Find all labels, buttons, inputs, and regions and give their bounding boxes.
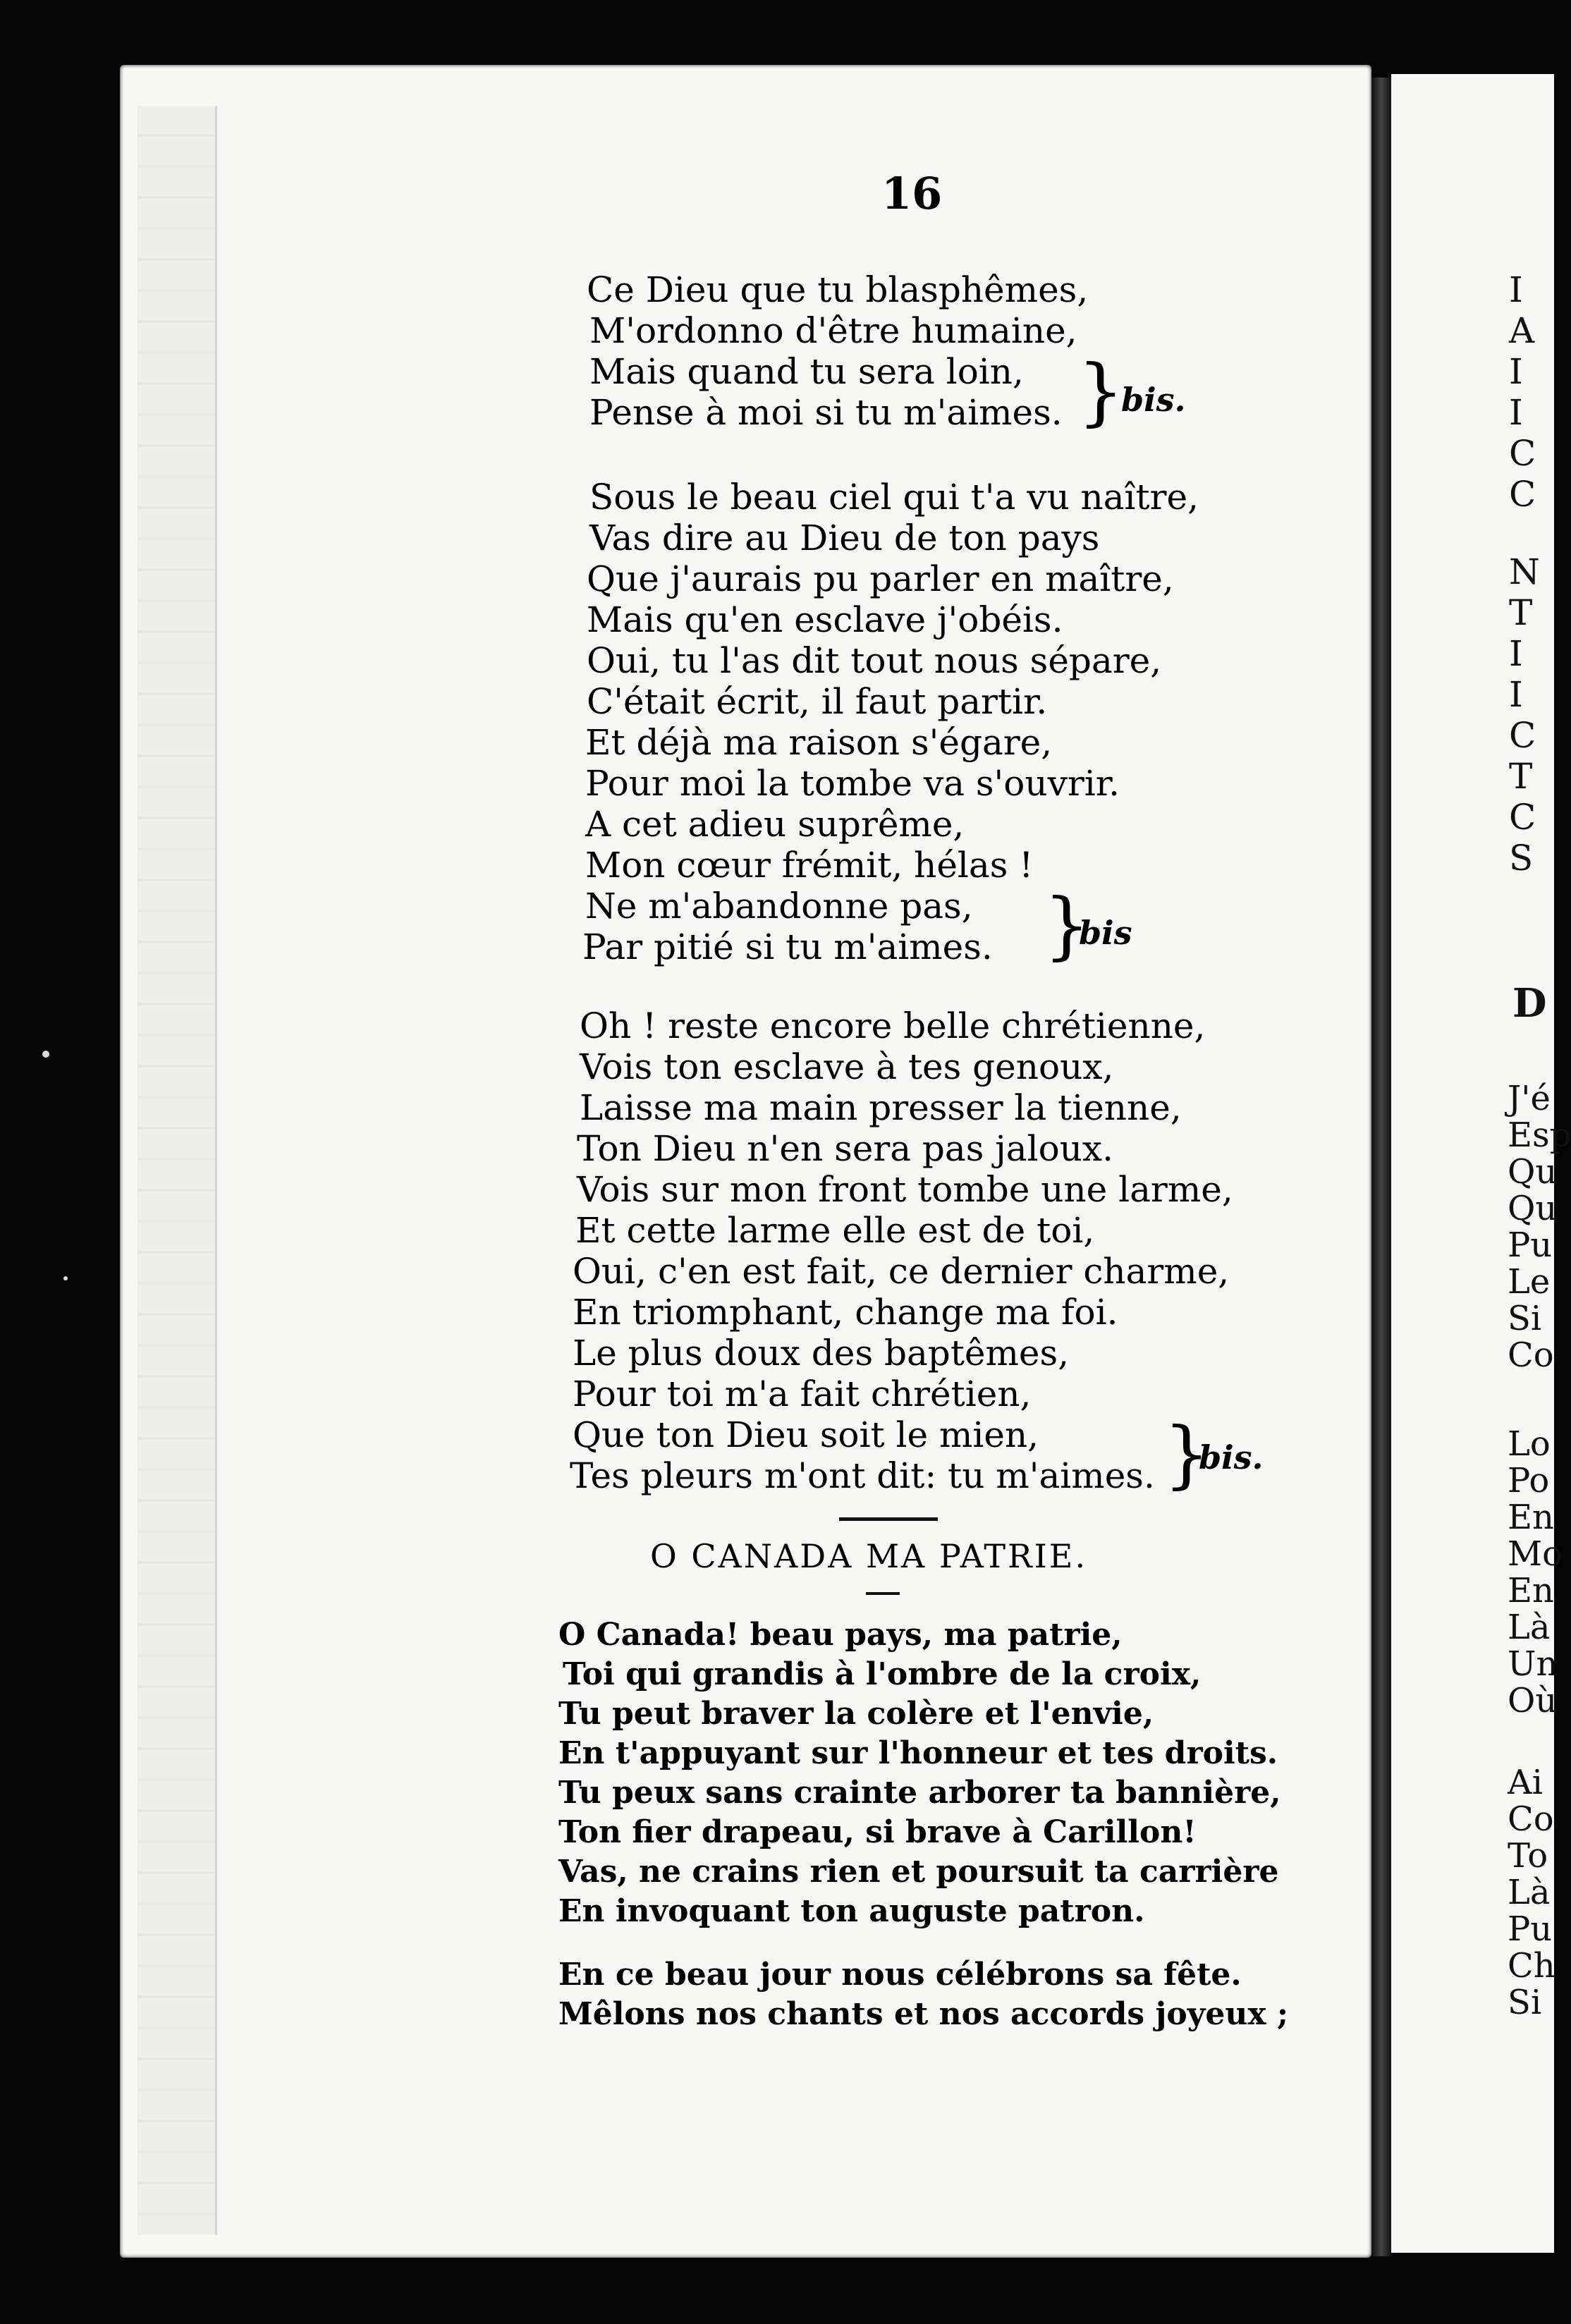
verse-line: Tu peux sans crainte arborer ta bannière,: [558, 1775, 1281, 1811]
verse-line: Mon cœur frémit, hélas !: [585, 845, 1034, 886]
fragment-word: Ch: [1508, 1946, 1555, 1986]
verse-line: Vois sur mon front tombe une larme,: [577, 1169, 1233, 1210]
verse-line: Que j'aurais pu parler en maître,: [587, 558, 1174, 599]
fragment-letter: T: [1509, 756, 1533, 797]
verse-line: O Canada! beau pays, ma patrie,: [558, 1617, 1123, 1653]
fragment-word: En: [1508, 1571, 1554, 1610]
fragment-letter: N: [1509, 551, 1540, 592]
verse-line: En t'appuyant sur l'honneur et tes droits.: [558, 1735, 1278, 1771]
fragment-word: Ai: [1508, 1763, 1544, 1802]
section-rule: [839, 1517, 938, 1521]
verse-line: Mais qu'en esclave j'obéis.: [587, 599, 1063, 640]
verse-line: Ne m'abandonne pas,: [585, 886, 973, 926]
fragment-letter: I: [1509, 351, 1523, 392]
fragment-word: Si: [1508, 1299, 1542, 1338]
fragment-word: Le: [1508, 1262, 1551, 1302]
verse-line: Et cette larme elle est de toi,: [575, 1210, 1095, 1251]
verse-line: Vois ton esclave à tes genoux,: [580, 1046, 1114, 1087]
verse-line: Mais quand tu sera loin,: [589, 351, 1024, 392]
verse-line: A cet adieu suprême,: [585, 804, 965, 845]
refrain-brace: }: [1163, 1411, 1211, 1497]
page-number: 16: [881, 168, 943, 219]
verse-line: Par pitié si tu m'aimes.: [582, 926, 993, 967]
verse-line: Pense à moi si tu m'aimes.: [589, 392, 1063, 433]
verse-line: Toi qui grandis à l'ombre de la croix,: [563, 1656, 1202, 1692]
fragment-word: Co: [1508, 1799, 1554, 1839]
fragment-letter: C: [1509, 433, 1536, 474]
fragment-word: Qu: [1508, 1189, 1558, 1228]
fragment-word: Un: [1508, 1644, 1558, 1684]
verse-line: Ton Dieu n'en sera pas jaloux.: [577, 1128, 1113, 1169]
fragment-letter: I: [1509, 674, 1523, 715]
verse-line: En ce beau jour nous célébrons sa fête.: [558, 1957, 1242, 1993]
refrain-marker: bis.: [1121, 381, 1186, 419]
verse-line: Pour moi la tombe va s'ouvrir.: [585, 763, 1120, 804]
verse-line: Oh ! reste encore belle chrétienne,: [580, 1005, 1206, 1046]
fragment-word: Pu: [1508, 1909, 1553, 1949]
fragment-letter: I: [1509, 392, 1523, 433]
fragment-word: Po: [1508, 1461, 1550, 1500]
book-gutter: [1371, 78, 1391, 2256]
verse-line: Ton fier drapeau, si brave à Carillon!: [558, 1814, 1197, 1850]
title-dash: [866, 1592, 900, 1595]
fragment-word: Qu: [1508, 1152, 1558, 1192]
verse-line: Ce Dieu que tu blasphêmes,: [587, 269, 1089, 310]
verse-line: Mêlons nos chants et nos accords joyeux ;: [558, 1996, 1289, 2032]
fragment-letter: C: [1509, 474, 1536, 515]
refrain-marker: bis: [1079, 914, 1132, 952]
verse-line: En invoquant ton auguste patron.: [558, 1893, 1145, 1929]
verse-line: Sous le beau ciel qui t'a vu naître,: [589, 477, 1199, 518]
fragment-letter: S: [1509, 838, 1534, 879]
verse-line: C'était écrit, il faut partir.: [587, 681, 1048, 722]
verse-line: Oui, tu l'as dit tout nous sépare,: [587, 640, 1162, 681]
fragment-letter: I: [1509, 633, 1523, 674]
verse-line: Tu peut braver la colère et l'envie,: [558, 1696, 1154, 1732]
fragment-word: Pu: [1508, 1225, 1553, 1265]
song-title: O CANADA MA PATRIE.: [650, 1537, 1088, 1575]
fragment-word: Si: [1508, 1983, 1542, 2022]
fragment-letter: A: [1509, 310, 1535, 351]
verse-line: Pour toi m'a fait chrétien,: [573, 1374, 1032, 1414]
fragment-word: J'é: [1508, 1079, 1551, 1118]
verse-line: Tes pleurs m'ont dit: tu m'aimes.: [570, 1455, 1155, 1496]
fragment-letter: C: [1509, 797, 1536, 838]
verse-line: Que ton Dieu soit le mien,: [573, 1414, 1039, 1455]
fragment-word: Là: [1508, 1873, 1551, 1912]
refrain-brace: }: [1044, 882, 1091, 968]
fragment-letter: T: [1509, 592, 1533, 633]
fragment-word: To: [1508, 1836, 1548, 1876]
fragment-word: Où: [1508, 1681, 1558, 1720]
fragment-word: En: [1508, 1498, 1554, 1537]
fragment-word: Esp: [1508, 1115, 1571, 1155]
verse-line: Vas, ne crains rien et poursuit ta carrière: [558, 1854, 1279, 1890]
fragment-word: Mo: [1508, 1534, 1563, 1574]
refrain-brace: }: [1077, 348, 1125, 434]
fragment-word: Là: [1508, 1608, 1551, 1647]
fragment-heading: D: [1512, 980, 1547, 1027]
worn-page-edge: [137, 106, 217, 2235]
verse-line: Vas dire au Dieu de ton pays: [589, 518, 1100, 558]
verse-line: Le plus doux des baptêmes,: [573, 1333, 1070, 1374]
fragment-word: Lo: [1508, 1424, 1551, 1464]
fragment-word: Co: [1508, 1335, 1554, 1375]
verse-line: Oui, c'en est fait, ce dernier charme,: [573, 1251, 1230, 1292]
verse-line: Et déjà ma raison s'égare,: [585, 722, 1053, 763]
scan-speck: [42, 1051, 49, 1058]
scan-speck: [63, 1276, 68, 1280]
fragment-letter: I: [1509, 269, 1523, 310]
verse-line: M'ordonno d'être humaine,: [589, 310, 1077, 351]
verse-line: Laisse ma main presser la tienne,: [580, 1087, 1182, 1128]
verse-line: En triomphant, change ma foi.: [573, 1292, 1118, 1333]
refrain-marker: bis.: [1199, 1438, 1264, 1476]
fragment-letter: C: [1509, 715, 1536, 756]
